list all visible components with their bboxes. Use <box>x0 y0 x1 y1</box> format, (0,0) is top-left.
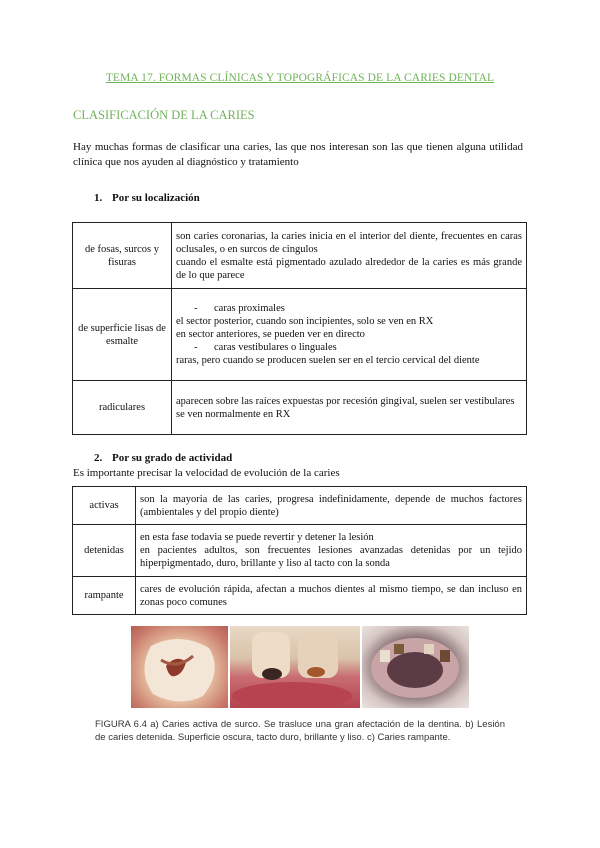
heading-text: Por su grado de actividad <box>112 452 233 464</box>
page-title: TEMA 17. FORMAS CLÍNICAS Y TOPOGRÁFICAS DE LA CARIES DENTAL <box>105 72 495 84</box>
actividad-table <box>72 486 527 615</box>
table-row <box>73 381 527 435</box>
description-line: en sector anteriores, se pueden ver en directo <box>176 329 365 340</box>
bullet-item <box>176 341 522 354</box>
figure-caption: FIGURA 6.4 a) Caries activa de surco. Se trasluce una gran afectación de la dentina. b) Lesión de caries detenida. Superficie oscura, tacto duro, brillante y liso. c) Caries rampante. <box>95 719 505 743</box>
heading-number: 1. <box>94 192 103 204</box>
bullet-text: caras vestibulares o linguales <box>214 342 337 353</box>
heading-text: Por su localización <box>112 192 200 204</box>
row-description <box>136 577 527 615</box>
row-label: activas <box>73 487 136 525</box>
localizacion-table <box>72 222 527 435</box>
row-label: rampante <box>73 577 136 615</box>
description-line: son caries coronarias, la caries inicia en el interior del diente, frecuentes en caras oclusales, o en surcos de cingulos <box>176 230 522 255</box>
bullet-item <box>176 302 522 315</box>
table-row <box>73 487 527 525</box>
heading-actividad <box>94 452 232 464</box>
row-description <box>136 487 527 525</box>
table-row <box>73 223 527 289</box>
description-line: cuando el esmalte está pigmentado azulado alrededor de la caries es más grande de lo que parece <box>176 256 522 281</box>
bullet-dash: - <box>194 342 198 353</box>
bullet-dash: - <box>194 303 198 314</box>
row-description <box>172 223 527 289</box>
description-line: raras, pero cuando se producen suelen ser en el tercio cervical del diente <box>176 355 480 366</box>
activity-note: Es importante precisar la velocidad de evolución de la caries <box>73 467 340 479</box>
row-description <box>172 289 527 381</box>
row-description <box>136 525 527 577</box>
bullet-text: caras proximales <box>214 303 285 314</box>
description-line: se ven normalmente en RX <box>176 408 291 420</box>
photo-rampant-caries <box>362 626 469 708</box>
heading-number: 2. <box>94 452 103 464</box>
section-title: CLASIFICACIÓN DE LA CARIES <box>73 108 255 122</box>
table-row <box>73 577 527 615</box>
description-line: el sector posterior, cuando son incipientes, solo se ven en RX <box>176 316 434 327</box>
row-label: radiculares <box>73 381 172 435</box>
description-line: aparecen sobre las raíces expuestas por recesión gingival, suelen ser vestibulares <box>176 395 515 407</box>
photo-active-caries <box>131 626 228 708</box>
figure-photos <box>131 626 471 708</box>
intro-paragraph: Hay muchas formas de clasificar una caries, las que nos interesan son las que tienen alguna utilidad clínica que nos ayuden al diagnóstico y tratamiento <box>73 141 523 168</box>
description-line: son la mayoria de las caries, progresa indefinidamente, depende de muchos factores (ambientales y del propio diente) <box>140 493 522 518</box>
row-label: de superficie lisas de esmalte <box>73 289 172 381</box>
description-line: en esta fase todavia se puede revertir y detener la lesión <box>140 532 374 543</box>
heading-localizacion <box>94 192 200 204</box>
row-description <box>172 381 527 435</box>
photo-arrested-caries <box>230 626 360 708</box>
row-label: de fosas, surcos y fisuras <box>73 223 172 289</box>
description-line: en pacientes adultos, son frecuentes lesiones avanzadas detenidas por un tejido hiperpigmentado, duro, brillante y liso al tacto con la sonda <box>140 545 522 569</box>
row-label: detenidas <box>73 525 136 577</box>
table-row <box>73 525 527 577</box>
table-row <box>73 289 527 381</box>
description-line: cares de evolución rápida, afectan a muchos dientes al mismo tiempo, se dan incluso en zonas poco comunes <box>140 583 522 608</box>
